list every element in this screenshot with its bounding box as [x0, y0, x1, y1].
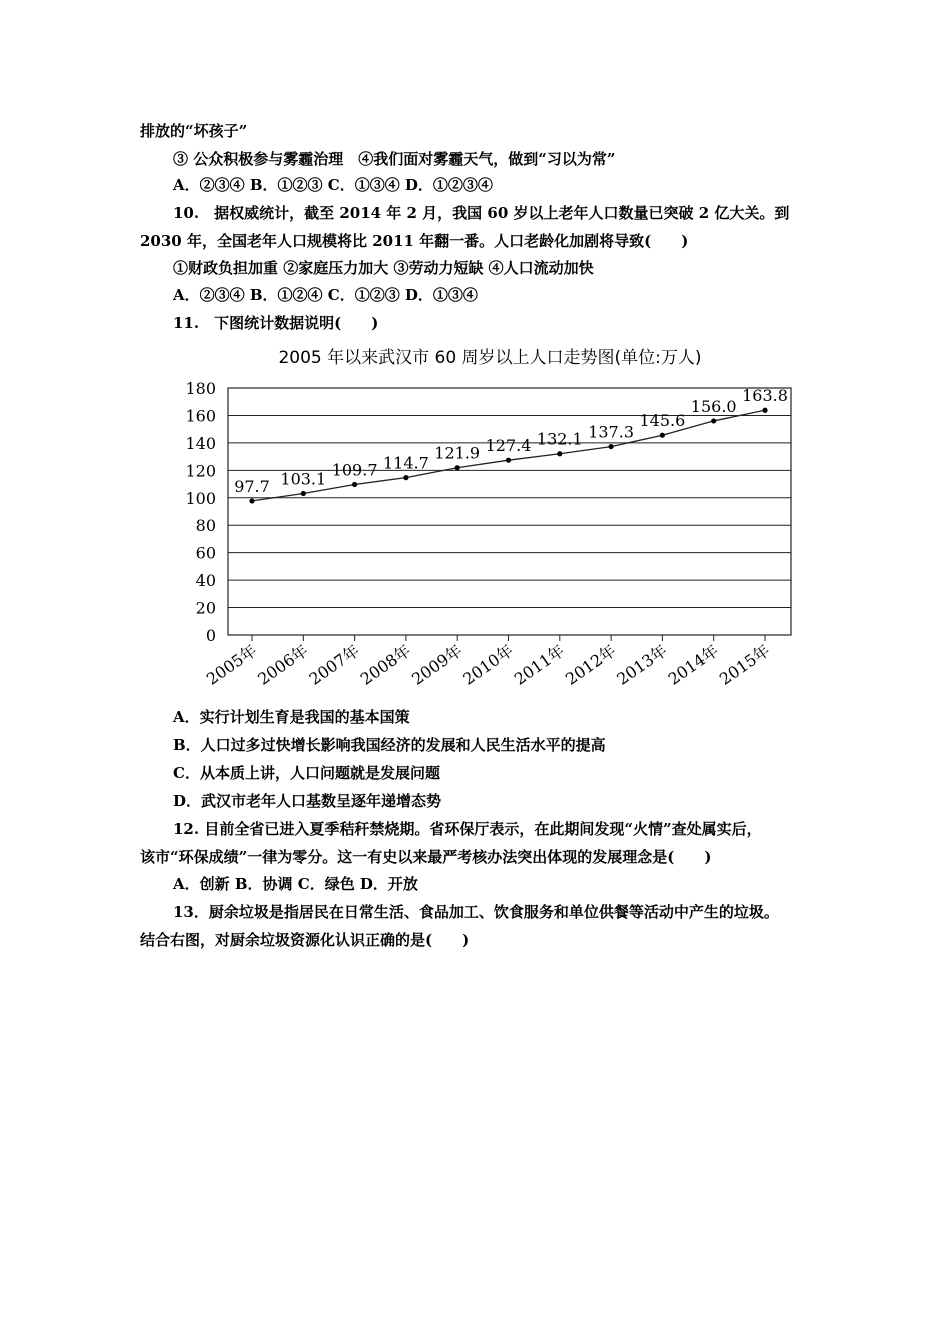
plot-frame [228, 388, 791, 635]
y-tick-label: 20 [195, 598, 216, 618]
chart-x-ticks [203, 635, 773, 689]
x-tick-label: 2010年 [459, 640, 517, 689]
data-point [249, 498, 254, 503]
data-label: 137.3 [588, 422, 635, 442]
x-tick-label: 2006年 [254, 640, 312, 689]
chart-series [249, 408, 767, 504]
q9-line2: ③ 公众积极参与雾霾治理 ④我们面对雾霾天气，做到“习以为常” [173, 150, 616, 168]
data-point [352, 482, 357, 487]
q12-options: A．创新 B．协调 C．绿色 D．开放 [173, 875, 418, 893]
data-label: 97.7 [234, 476, 270, 496]
q12-line2: 该市“环保成绩”一律为零分。这一有史以来最严考核办法突出体现的发展理念是( ) [140, 848, 712, 866]
x-tick-label: 2013年 [613, 640, 671, 689]
chart-y-ticks [185, 379, 216, 645]
y-tick-label: 140 [185, 433, 216, 453]
y-tick-label: 120 [185, 461, 216, 481]
data-label: 132.1 [536, 429, 583, 449]
chart-data-labels [234, 386, 788, 496]
x-tick-label: 2011年 [510, 640, 569, 689]
chart-title: 2005 年以来武汉市 60 周岁以上人口走势图(单位:万人) [278, 348, 702, 368]
x-tick-label: 2009年 [408, 640, 466, 689]
data-point [609, 444, 614, 449]
x-tick-label: 2012年 [562, 640, 620, 689]
y-tick-label: 0 [205, 626, 216, 645]
y-tick-label: 60 [195, 543, 216, 563]
data-point [557, 451, 562, 456]
data-point [506, 458, 511, 463]
x-tick-label: 2014年 [664, 640, 722, 689]
q11-option-a: A．实行计划生育是我国的基本国策 [173, 708, 410, 726]
y-tick-label: 180 [185, 379, 216, 398]
data-point [455, 465, 460, 470]
x-tick-label: 2005年 [202, 640, 261, 689]
q12-line1: 12. 目前全省已进入夏季秸秆禁烧期。省环保厅表示，在此期间发现“火情”查处属实后， [173, 820, 762, 838]
y-tick-label: 160 [185, 406, 216, 426]
x-tick-label: 2007年 [305, 640, 363, 689]
data-label: 127.4 [485, 436, 532, 456]
data-point [403, 475, 408, 480]
data-label: 163.8 [742, 386, 788, 406]
q9-line1: 排放的“坏孩子” [140, 122, 248, 140]
q10-options: A．②③④ B．①②④ C．①②③ D．①③④ [173, 286, 478, 304]
y-tick-label: 80 [195, 516, 216, 536]
q11-option-c: C．从本质上讲，人口问题就是发展问题 [173, 764, 440, 782]
q11-option-d: D．武汉市老年人口基数呈逐年递增态势 [173, 792, 442, 810]
q13-line2: 结合右图，对厨余垃圾资源化认识正确的是( ) [140, 931, 470, 949]
x-tick-label: 2008年 [356, 640, 415, 689]
q10-line1: 10. 据权威统计，截至 2014 年 2 月，我国 60 岁以上老年人口数量已突破 2 亿大关。到 [173, 204, 790, 222]
data-label: 114.7 [382, 453, 429, 473]
y-tick-label: 40 [195, 571, 216, 591]
q10-items: ①财政负担加重 ②家庭压力加大 ③劳动力短缺 ④人口流动加快 [173, 259, 594, 277]
data-point [301, 491, 306, 496]
data-label: 121.9 [434, 443, 481, 463]
data-label: 109.7 [331, 460, 378, 480]
population-line-chart [180, 340, 810, 700]
data-label: 156.0 [690, 396, 737, 416]
x-tick-label: 2015年 [715, 640, 774, 689]
q11-option-b: B．人口过多过快增长影响我国经济的发展和人民生活水平的提高 [173, 736, 606, 754]
q9-options: A．②③④ B．①②③ C．①③④ D．①②③④ [173, 176, 493, 194]
q10-line2: 2030 年，全国老年人口规模将比 2011 年翻一番。人口老龄化加剧将导致( ) [140, 232, 689, 250]
chart-grid [228, 388, 791, 635]
data-label: 103.1 [280, 469, 327, 489]
data-point [711, 418, 716, 423]
q13-line1: 13．厨余垃圾是指居民在日常生活、食品加工、饮食服务和单位供餐等活动中产生的垃圾。 [173, 903, 779, 921]
series-line [252, 410, 765, 501]
y-tick-label: 100 [185, 488, 216, 508]
data-point [660, 433, 665, 438]
data-label: 145.6 [639, 411, 686, 431]
data-point [762, 408, 767, 413]
q11-stem: 11. 下图统计数据说明( ) [173, 314, 379, 332]
